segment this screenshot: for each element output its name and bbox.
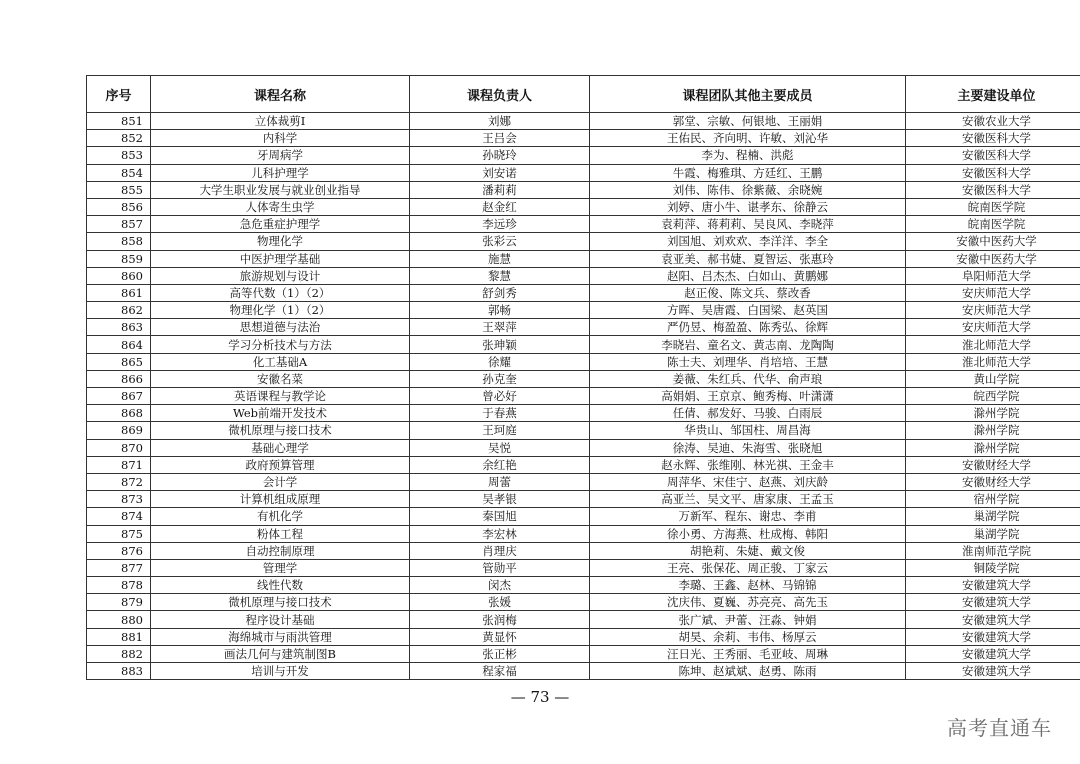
institution-cell: 滁州学院 xyxy=(906,405,1080,422)
institution-cell: 安庆师范大学 xyxy=(906,284,1080,301)
team-members-cell: 牛霞、梅雅琪、方廷红、王鹏 xyxy=(590,164,906,181)
team-members-cell: 陈士夫、刘理华、肖培培、王慧 xyxy=(590,353,906,370)
institution-cell: 安徽建筑大学 xyxy=(906,611,1080,628)
team-members-cell: 周萍华、宋佳宁、赵燕、刘庆龄 xyxy=(590,473,906,490)
institution-cell: 皖南医学院 xyxy=(906,198,1080,215)
course-leader-cell: 刘娜 xyxy=(410,113,590,130)
course-name-cell: 学习分析技术与方法 xyxy=(151,336,410,353)
serial-cell: 852 xyxy=(87,130,151,147)
serial-cell: 877 xyxy=(87,559,151,576)
course-name-cell: 程序设计基础 xyxy=(151,611,410,628)
serial-cell: 858 xyxy=(87,233,151,250)
course-leader-cell: 潘莉莉 xyxy=(410,181,590,198)
table-row xyxy=(87,405,1080,422)
team-members-cell: 郭堂、宗敏、何银地、王丽娟 xyxy=(590,113,906,130)
table-row xyxy=(87,250,1080,267)
course-name-cell: Web前端开发技术 xyxy=(151,405,410,422)
table-row xyxy=(87,388,1080,405)
course-name-cell: 牙周病学 xyxy=(151,147,410,164)
course-name-cell: 立体裁剪Ⅰ xyxy=(151,113,410,130)
institution-cell: 滁州学院 xyxy=(906,439,1080,456)
course-name-cell: 微机原理与接口技术 xyxy=(151,422,410,439)
course-name-cell: 有机化学 xyxy=(151,508,410,525)
course-leader-cell: 余红艳 xyxy=(410,456,590,473)
course-leader-cell: 孙晓玲 xyxy=(410,147,590,164)
table-row xyxy=(87,336,1080,353)
institution-cell: 安徽中医药大学 xyxy=(906,250,1080,267)
team-members-cell: 沈庆伟、夏巍、苏亮亮、高先玉 xyxy=(590,594,906,611)
serial-cell: 875 xyxy=(87,525,151,542)
institution-cell: 铜陵学院 xyxy=(906,559,1080,576)
table-row xyxy=(87,267,1080,284)
course-name-cell: 物理化学（1）（2） xyxy=(151,302,410,319)
team-members-cell: 王亮、张保花、周正骏、丁家云 xyxy=(590,559,906,576)
course-leader-cell: 刘安诺 xyxy=(410,164,590,181)
table-body xyxy=(87,113,1080,680)
table-header xyxy=(87,76,1080,113)
serial-cell: 855 xyxy=(87,181,151,198)
course-leader-cell: 程家福 xyxy=(410,663,590,680)
serial-cell: 853 xyxy=(87,147,151,164)
serial-cell: 883 xyxy=(87,663,151,680)
course-leader-cell: 黎慧 xyxy=(410,267,590,284)
institution-cell: 淮北师范大学 xyxy=(906,353,1080,370)
header-course-leader: 课程负责人 xyxy=(410,76,590,113)
course-leader-cell: 郭畅 xyxy=(410,302,590,319)
course-leader-cell: 周蕾 xyxy=(410,473,590,490)
table-row xyxy=(87,491,1080,508)
team-members-cell: 袁亚美、郝书婕、夏智运、张惠玲 xyxy=(590,250,906,267)
institution-cell: 安徽建筑大学 xyxy=(906,594,1080,611)
institution-cell: 安庆师范大学 xyxy=(906,302,1080,319)
table-row xyxy=(87,353,1080,370)
course-leader-cell: 张媛 xyxy=(410,594,590,611)
course-leader-cell: 张珅颖 xyxy=(410,336,590,353)
course-name-cell: 高等代数（1）（2） xyxy=(151,284,410,301)
team-members-cell: 胡昊、余莉、韦伟、杨厚云 xyxy=(590,628,906,645)
serial-cell: 864 xyxy=(87,336,151,353)
header-row xyxy=(87,76,1080,113)
table-row xyxy=(87,473,1080,490)
serial-cell: 866 xyxy=(87,370,151,387)
serial-cell: 876 xyxy=(87,542,151,559)
table-row xyxy=(87,422,1080,439)
team-members-cell: 徐小勇、方海燕、杜成梅、韩阳 xyxy=(590,525,906,542)
course-name-cell: 线性代数 xyxy=(151,577,410,594)
team-members-cell: 高娟娟、王京京、鲍秀梅、叶潇潇 xyxy=(590,388,906,405)
header-course-name: 课程名称 xyxy=(151,76,410,113)
institution-cell: 安徽建筑大学 xyxy=(906,628,1080,645)
course-name-cell: 培训与开发 xyxy=(151,663,410,680)
team-members-cell: 李晓岩、童名文、黄志南、龙陶陶 xyxy=(590,336,906,353)
team-members-cell: 严仍昱、梅盈盈、陈秀弘、徐辉 xyxy=(590,319,906,336)
course-name-cell: 旅游规划与设计 xyxy=(151,267,410,284)
table-row xyxy=(87,577,1080,594)
team-members-cell: 徐涛、吴迪、朱海雪、张晓旭 xyxy=(590,439,906,456)
serial-cell: 851 xyxy=(87,113,151,130)
table-row xyxy=(87,525,1080,542)
team-members-cell: 张广斌、尹蕾、汪淼、钟娟 xyxy=(590,611,906,628)
course-name-cell: 自动控制原理 xyxy=(151,542,410,559)
course-leader-cell: 管勋平 xyxy=(410,559,590,576)
table-row xyxy=(87,628,1080,645)
course-table xyxy=(86,75,1080,680)
course-leader-cell: 徐耀 xyxy=(410,353,590,370)
table-row xyxy=(87,198,1080,215)
table-row xyxy=(87,284,1080,301)
course-leader-cell: 赵金红 xyxy=(410,198,590,215)
table-row xyxy=(87,113,1080,130)
serial-cell: 857 xyxy=(87,216,151,233)
team-members-cell: 姜薇、朱红兵、代华、俞声琅 xyxy=(590,370,906,387)
institution-cell: 安徽中医药大学 xyxy=(906,233,1080,250)
watermark-text: 高考直通车 xyxy=(947,716,1052,740)
serial-cell: 871 xyxy=(87,456,151,473)
institution-cell: 安徽财经大学 xyxy=(906,473,1080,490)
table-row xyxy=(87,456,1080,473)
course-leader-cell: 李宏林 xyxy=(410,525,590,542)
table-row xyxy=(87,508,1080,525)
course-name-cell: 计算机组成原理 xyxy=(151,491,410,508)
page-number: — 73 — xyxy=(510,688,570,706)
team-members-cell: 汪日光、王秀丽、毛亚岐、周琳 xyxy=(590,645,906,662)
institution-cell: 安徽医科大学 xyxy=(906,147,1080,164)
institution-cell: 安庆师范大学 xyxy=(906,319,1080,336)
table-row xyxy=(87,216,1080,233)
course-name-cell: 管理学 xyxy=(151,559,410,576)
team-members-cell: 刘婷、唐小牛、谌孝东、徐静云 xyxy=(590,198,906,215)
institution-cell: 安徽建筑大学 xyxy=(906,663,1080,680)
serial-cell: 869 xyxy=(87,422,151,439)
serial-cell: 882 xyxy=(87,645,151,662)
header-team-members: 课程团队其他主要成员 xyxy=(590,76,906,113)
team-members-cell: 袁莉萍、蒋莉莉、吴良风、李晓萍 xyxy=(590,216,906,233)
table-row xyxy=(87,147,1080,164)
course-name-cell: 英语课程与教学论 xyxy=(151,388,410,405)
table-row xyxy=(87,181,1080,198)
serial-cell: 870 xyxy=(87,439,151,456)
institution-cell: 安徽建筑大学 xyxy=(906,645,1080,662)
course-leader-cell: 张润梅 xyxy=(410,611,590,628)
team-members-cell: 刘伟、陈伟、徐紫薇、余晓婉 xyxy=(590,181,906,198)
serial-cell: 880 xyxy=(87,611,151,628)
course-leader-cell: 王珂庭 xyxy=(410,422,590,439)
team-members-cell: 陈坤、赵斌斌、赵勇、陈雨 xyxy=(590,663,906,680)
institution-cell: 安徽建筑大学 xyxy=(906,577,1080,594)
course-leader-cell: 吴孝银 xyxy=(410,491,590,508)
course-name-cell: 中医护理学基础 xyxy=(151,250,410,267)
serial-cell: 868 xyxy=(87,405,151,422)
team-members-cell: 高亚兰、吴文平、唐家康、王孟玉 xyxy=(590,491,906,508)
team-members-cell: 王佑民、齐向明、许敏、刘沁华 xyxy=(590,130,906,147)
table-row xyxy=(87,559,1080,576)
serial-cell: 862 xyxy=(87,302,151,319)
course-name-cell: 粉体工程 xyxy=(151,525,410,542)
course-leader-cell: 张正彬 xyxy=(410,645,590,662)
course-name-cell: 思想道德与法治 xyxy=(151,319,410,336)
table-row xyxy=(87,611,1080,628)
course-leader-cell: 秦国旭 xyxy=(410,508,590,525)
table-row xyxy=(87,439,1080,456)
team-members-cell: 李璐、王鑫、赵林、马锦锦 xyxy=(590,577,906,594)
table-row xyxy=(87,542,1080,559)
institution-cell: 阜阳师范大学 xyxy=(906,267,1080,284)
table-row xyxy=(87,370,1080,387)
course-leader-cell: 李远珍 xyxy=(410,216,590,233)
institution-cell: 滁州学院 xyxy=(906,422,1080,439)
institution-cell: 淮北师范大学 xyxy=(906,336,1080,353)
course-list-document xyxy=(86,75,1037,680)
course-leader-cell: 闵杰 xyxy=(410,577,590,594)
serial-cell: 873 xyxy=(87,491,151,508)
course-leader-cell: 黄显怀 xyxy=(410,628,590,645)
course-name-cell: 安徽名菜 xyxy=(151,370,410,387)
course-name-cell: 画法几何与建筑制图B xyxy=(151,645,410,662)
course-leader-cell: 张彩云 xyxy=(410,233,590,250)
serial-cell: 874 xyxy=(87,508,151,525)
institution-cell: 安徽医科大学 xyxy=(906,181,1080,198)
course-name-cell: 内科学 xyxy=(151,130,410,147)
serial-cell: 878 xyxy=(87,577,151,594)
institution-cell: 皖南医学院 xyxy=(906,216,1080,233)
serial-cell: 854 xyxy=(87,164,151,181)
serial-cell: 881 xyxy=(87,628,151,645)
table-row xyxy=(87,645,1080,662)
course-leader-cell: 孙克奎 xyxy=(410,370,590,387)
team-members-cell: 赵永辉、张维刚、林光祺、王金丰 xyxy=(590,456,906,473)
table-row xyxy=(87,663,1080,680)
serial-cell: 879 xyxy=(87,594,151,611)
table-row xyxy=(87,130,1080,147)
course-leader-cell: 舒剑秀 xyxy=(410,284,590,301)
team-members-cell: 任倩、郝发好、马骏、白雨辰 xyxy=(590,405,906,422)
serial-cell: 867 xyxy=(87,388,151,405)
course-leader-cell: 吴悦 xyxy=(410,439,590,456)
course-name-cell: 大学生职业发展与就业创业指导 xyxy=(151,181,410,198)
course-name-cell: 会计学 xyxy=(151,473,410,490)
table-row xyxy=(87,302,1080,319)
team-members-cell: 赵阳、吕杰杰、白如山、黄鹏娜 xyxy=(590,267,906,284)
table-row xyxy=(87,594,1080,611)
course-leader-cell: 王吕会 xyxy=(410,130,590,147)
serial-cell: 856 xyxy=(87,198,151,215)
team-members-cell: 李为、程楠、洪彪 xyxy=(590,147,906,164)
course-name-cell: 政府预算管理 xyxy=(151,456,410,473)
institution-cell: 安徽农业大学 xyxy=(906,113,1080,130)
team-members-cell: 胡艳莉、朱婕、戴文俊 xyxy=(590,542,906,559)
course-name-cell: 化工基础A xyxy=(151,353,410,370)
course-name-cell: 微机原理与接口技术 xyxy=(151,594,410,611)
course-name-cell: 基础心理学 xyxy=(151,439,410,456)
team-members-cell: 方晖、吴唐霞、白国梁、赵英国 xyxy=(590,302,906,319)
institution-cell: 宿州学院 xyxy=(906,491,1080,508)
team-members-cell: 万新军、程东、谢忠、李甫 xyxy=(590,508,906,525)
course-leader-cell: 施慧 xyxy=(410,250,590,267)
course-leader-cell: 肖理庆 xyxy=(410,542,590,559)
table-row xyxy=(87,233,1080,250)
serial-cell: 865 xyxy=(87,353,151,370)
serial-cell: 859 xyxy=(87,250,151,267)
institution-cell: 巢湖学院 xyxy=(906,525,1080,542)
institution-cell: 皖西学院 xyxy=(906,388,1080,405)
institution-cell: 淮南师范学院 xyxy=(906,542,1080,559)
serial-cell: 872 xyxy=(87,473,151,490)
course-name-cell: 急危重症护理学 xyxy=(151,216,410,233)
course-leader-cell: 曾必好 xyxy=(410,388,590,405)
institution-cell: 黄山学院 xyxy=(906,370,1080,387)
table-row xyxy=(87,319,1080,336)
course-name-cell: 物理化学 xyxy=(151,233,410,250)
course-name-cell: 海绵城市与雨洪管理 xyxy=(151,628,410,645)
course-name-cell: 儿科护理学 xyxy=(151,164,410,181)
institution-cell: 安徽财经大学 xyxy=(906,456,1080,473)
team-members-cell: 刘国旭、刘欢欢、李洋洋、李全 xyxy=(590,233,906,250)
institution-cell: 安徽医科大学 xyxy=(906,130,1080,147)
course-name-cell: 人体寄生虫学 xyxy=(151,198,410,215)
serial-cell: 863 xyxy=(87,319,151,336)
course-leader-cell: 王翠萍 xyxy=(410,319,590,336)
table-row xyxy=(87,164,1080,181)
institution-cell: 巢湖学院 xyxy=(906,508,1080,525)
team-members-cell: 华贵山、邹国柱、周昌海 xyxy=(590,422,906,439)
serial-cell: 860 xyxy=(87,267,151,284)
course-leader-cell: 于春燕 xyxy=(410,405,590,422)
header-serial: 序号 xyxy=(87,76,151,113)
team-members-cell: 赵正俊、陈文兵、蔡改香 xyxy=(590,284,906,301)
serial-cell: 861 xyxy=(87,284,151,301)
header-institution: 主要建设单位 xyxy=(906,76,1080,113)
institution-cell: 安徽医科大学 xyxy=(906,164,1080,181)
